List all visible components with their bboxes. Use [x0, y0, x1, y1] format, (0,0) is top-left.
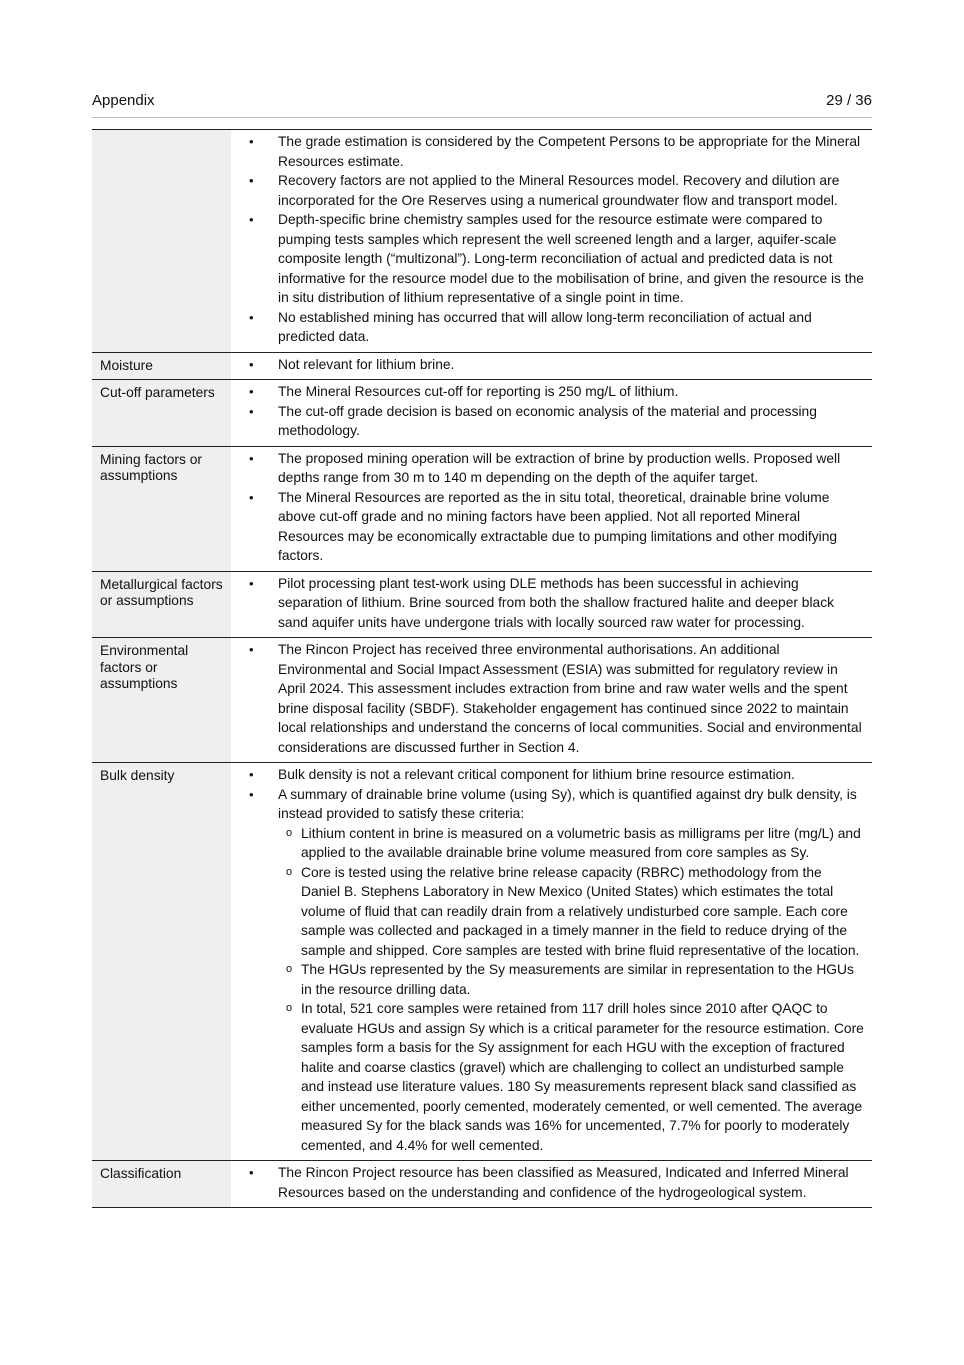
table-row	[92, 571, 872, 638]
row-content	[231, 1161, 872, 1208]
row-label: Environmental factors or assumptions	[92, 638, 231, 763]
row-content	[231, 638, 872, 763]
list-item: • The grade estimation is considered by the Competent Persons to be appropriate for the Mineral Resources estimate.	[241, 132, 864, 171]
list-item: • Recovery factors are not applied to the Mineral Resources model. Recovery and dilution are incorporated for the Ore Reserves using a numerical groundwater flow and transport model.	[241, 171, 864, 210]
list-item: • The cut-off grade decision is based on economic analysis of the material and processing methodology.	[241, 402, 864, 441]
row-label: Moisture	[92, 352, 231, 380]
list-item: • Pilot processing plant test-work using DLE methods has been successful in achieving separation of lithium. Brine sourced from both the shallow fractured halite and deeper black sand aquifer units have undergone trials with locally sourced raw water for processing.	[241, 574, 864, 633]
row-label: Classification	[92, 1161, 231, 1208]
row-label: Metallurgical factors or assumptions	[92, 571, 231, 638]
row-label: Bulk density	[92, 763, 231, 1161]
row-content	[231, 380, 872, 447]
list-item: • The Mineral Resources are reported as the in situ total, theoretical, drainable brine volume above cut-off grade and no mining factors have been applied. Not all reported Mineral Resources may be economically extractable due to pumping limitations and other modifying factors.	[241, 488, 864, 566]
list-item: • The proposed mining operation will be extraction of brine by production wells. Proposed well depths range from 30 m to 140 m depending on the depth of the aquifer target.	[241, 449, 864, 488]
row-label: Mining factors or assumptions	[92, 446, 231, 571]
list-item: • Not relevant for lithium brine.	[241, 355, 864, 375]
table-row	[92, 763, 872, 1161]
list-item: • The Mineral Resources cut-off for reporting is 250 mg/L of lithium.	[241, 382, 864, 402]
table-row	[92, 446, 872, 571]
sub-list-item: o The HGUs represented by the Sy measurements are similar in representation to the HGUs in the resource drilling data.	[241, 960, 864, 999]
row-content	[231, 130, 872, 353]
table-row	[92, 130, 872, 353]
sub-list-item: o Lithium content in brine is measured on a volumetric basis as milligrams per litre (mg/L) and applied to the available drainable brine volume measured from core samples as Sy.	[241, 824, 864, 863]
row-content	[231, 763, 872, 1161]
list-item: • Bulk density is not a relevant critical component for lithium brine resource estimation.	[241, 765, 864, 785]
table-row	[92, 638, 872, 763]
row-content	[231, 446, 872, 571]
row-content	[231, 571, 872, 638]
page-header	[92, 92, 872, 112]
list-item: • The Rincon Project has received three environmental authorisations. An additional Environmental and Social Impact Assessment (ESIA) was submitted for regulatory review in April 2024. This assessment includes extraction from brine and raw water wells and the spent brine disposal facility (SBDF). Stakeholder engagement has continued since 2022 to maintain local relationships and understand the concerns of local communities. Social and environmental considerations are discussed further in Section 4.	[241, 640, 864, 757]
table-row	[92, 1161, 872, 1208]
list-item: • Depth-specific brine chemistry samples used for the resource estimate were compared to pumping tests samples which represent the well screened length and a larger, aquifer-scale composite length (“multizonal”). Long-term reconciliation of actual and predicted data is not informative for the resource model due to the mobilisation of brine, and given the resource is the in situ distribution of lithium representative of a single point in time.	[241, 210, 864, 308]
section-title: Appendix	[92, 92, 155, 109]
criteria-table	[92, 129, 872, 1208]
table-row	[92, 352, 872, 380]
table-row	[92, 380, 872, 447]
header-rule	[92, 117, 872, 118]
sub-list-item: o In total, 521 core samples were retained from 117 drill holes since 2010 after QAQC to evaluate HGUs and assign Sy which is a critical parameter for the resource estimation. Core samples form a basis for the Sy assignment for each HGU with the exception of fractured halite and coarse clastics (gravel) which are challenging to collect an undisturbed sample and instead use literature values. 180 Sy measurements represent black sand classified as either uncemented, poorly cemented, moderately cemented, or well cemented. The average measured Sy for the black sands was 16% for uncemented, 7.7% for poorly to moderately cemented, and 4.4% for well cemented.	[241, 999, 864, 1155]
row-label	[92, 130, 231, 353]
row-content	[231, 352, 872, 380]
page-number: 29 / 36	[826, 92, 872, 109]
sub-list-item: o Core is tested using the relative brine release capacity (RBRC) methodology from the Daniel B. Stephens Laboratory in New Mexico (United States) which estimates the total volume of fluid that can readily drain from a relatively undisturbed core sample. Each core sample was collected and packaged in a timely manner in the field to reduce drying of the sample and shipped. Core samples are tested with brine fluid representative of the location.	[241, 863, 864, 961]
list-item: • No established mining has occurred that will allow long-term reconciliation of actual and predicted data.	[241, 308, 864, 347]
list-item: • The Rincon Project resource has been classified as Measured, Indicated and Inferred Mineral Resources based on the understanding and confidence of the hydrogeological system.	[241, 1163, 864, 1202]
list-item: • A summary of drainable brine volume (using Sy), which is quantified against dry bulk density, is instead provided to satisfy these criteria:	[241, 785, 864, 824]
row-label: Cut-off parameters	[92, 380, 231, 447]
